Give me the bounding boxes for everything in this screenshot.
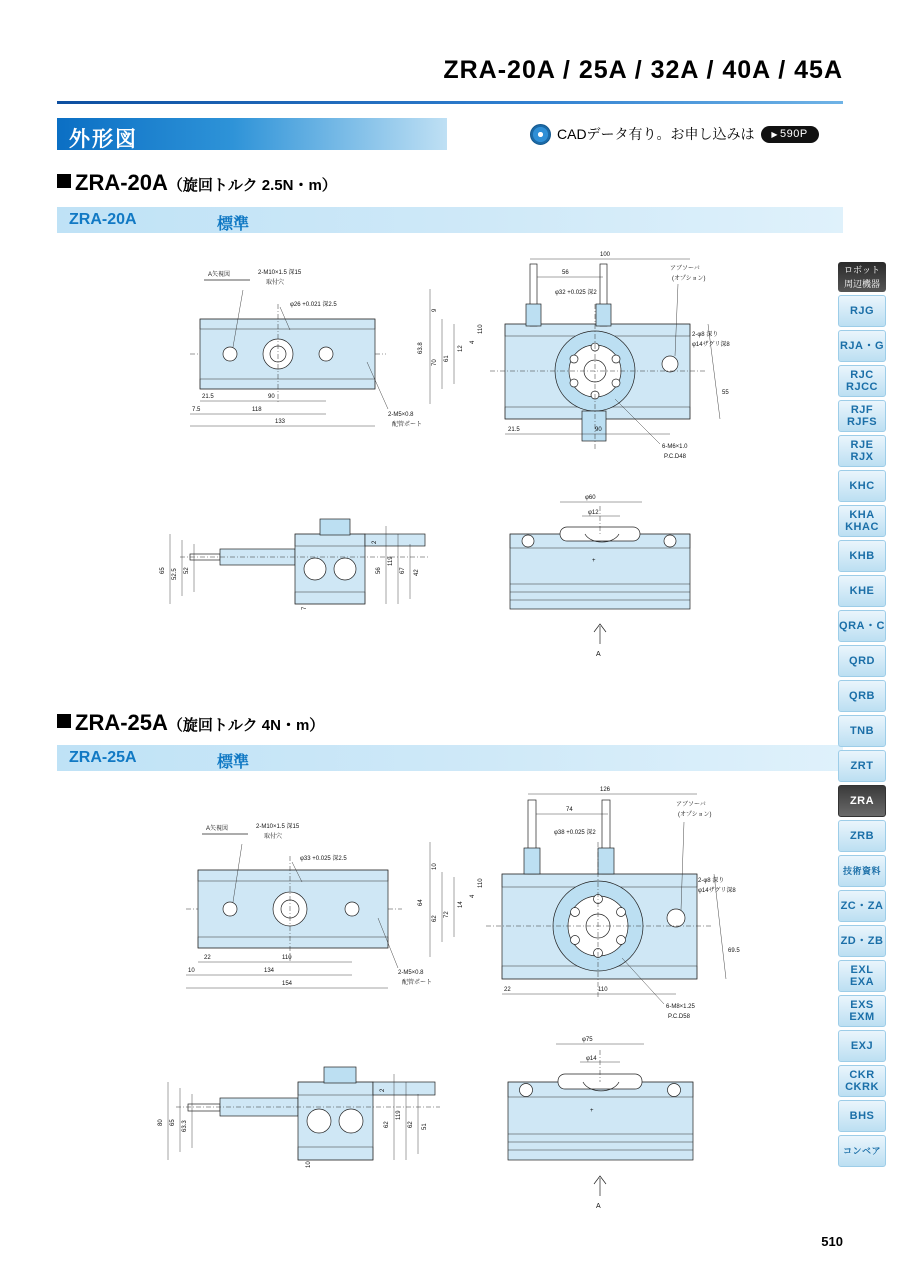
rail-item-qrb[interactable]: [838, 680, 886, 712]
model-name-zra25a: ZRA-25A: [75, 710, 168, 735]
dim-bl-119: 119: [388, 556, 394, 566]
label-pinholes-1: 2-φ8 深り: [692, 332, 719, 338]
dim-front-2b: 110: [282, 955, 292, 961]
rail-item-khb[interactable]: [838, 540, 886, 572]
label-view-arrow-1: A矢視図: [208, 272, 231, 278]
model-heading-zra20a: [57, 170, 337, 196]
label-bolts-pcd-2: P.C.D58: [668, 1014, 690, 1020]
section-tag-label: 外形図: [69, 128, 138, 151]
label-bolts-1: 6-M6×1.0: [662, 444, 688, 450]
label-port-sub-2: 配管ポート: [402, 980, 433, 986]
dim-front-2a: 22: [204, 955, 211, 961]
rail-label: ZRA: [849, 795, 875, 807]
dim-front-2e: 154: [282, 981, 293, 987]
page-title: ZRA-20A / 25A / 32A / 40A / 45A: [443, 56, 843, 84]
dim2-bl-2: 2: [380, 1088, 386, 1092]
subbar-zra20a: [57, 207, 843, 233]
rail-item-zra[interactable]: [838, 785, 886, 817]
label-bolts-2: 6-M8×1.25: [666, 1004, 695, 1010]
dim2-mid-7: 110: [478, 878, 484, 888]
dim2-bl-119: 119: [396, 1110, 402, 1120]
rail-label-1: RJF: [850, 404, 874, 416]
model-torque-zra20a: （旋回トルク 2.5N・m）: [167, 177, 337, 194]
dim-top-width2-2: 74: [566, 807, 573, 813]
rail-label-2: EXA: [849, 976, 875, 988]
label-tap-sub-2: 取付穴: [264, 834, 283, 840]
dim-front-1a: 21.5: [202, 394, 214, 400]
drawing-zra20a: [130, 244, 830, 664]
page-header: [0, 0, 900, 102]
rail-label-1: CKR: [849, 1069, 875, 1081]
subbar-standard-zra20a: 標準: [217, 216, 250, 233]
rail-item-qra-c[interactable]: [838, 610, 886, 642]
label-pinholes2-1: φ14ザグリ深8: [692, 342, 730, 348]
cad-note-text: CADデータ有り。お申し込みは: [557, 126, 755, 142]
dim-bottom-215-1: 21.5: [508, 427, 520, 433]
dim-bl-65: 65: [160, 567, 166, 574]
rail-item-exs-exm[interactable]: [838, 995, 886, 1027]
rail-item-ckr-ckrk[interactable]: [838, 1065, 886, 1097]
rail-item-exj[interactable]: [838, 1030, 886, 1062]
page-number: 510: [821, 1234, 843, 1249]
rail-label: TNB: [849, 725, 875, 737]
dim-bl-67: 67: [400, 567, 406, 574]
dim-top-width-2: 126: [600, 787, 611, 793]
label-port-1: 2-M5×0.8: [388, 412, 414, 418]
label-bore-top-1: φ32 +0.025 深2: [555, 290, 597, 296]
bullet-square-icon: [57, 174, 71, 188]
rail-label: RJG: [849, 305, 875, 317]
dim-front-2c: 10: [188, 968, 195, 974]
dim2-mid-6: 4: [470, 894, 476, 898]
rail-label-2: CKRK: [845, 1081, 879, 1093]
rail-label: EXJ: [850, 1040, 874, 1052]
svg-text:+: +: [592, 558, 596, 564]
dim-front-1b: 90: [268, 394, 275, 400]
dim-mid-4: 61: [444, 355, 450, 362]
label-bore-2: φ33 +0.025 深2.5: [300, 856, 347, 862]
rail-label: ZC・ZA: [840, 900, 884, 912]
dim-bl-7: 7: [302, 606, 308, 610]
label-bolts-pcd-1: P.C.D48: [664, 454, 686, 460]
cad-data-note: [530, 122, 819, 146]
section-tag: [57, 118, 447, 150]
rail-label: コンベア: [842, 1146, 881, 1156]
label-pinholes2-2: φ14ザグリ深8: [698, 888, 736, 894]
dim-bottom-90-1: 90: [595, 427, 602, 433]
rail-label-1: RJE: [850, 439, 874, 451]
rail-label-1: RJC: [850, 369, 874, 381]
dim-bl-56: 56: [376, 567, 382, 574]
rail-label: ZRB: [849, 830, 875, 842]
dim-bl-42: 42: [414, 569, 420, 576]
rail-label: RJA・G: [839, 340, 885, 352]
bullet-square-icon-2: [57, 714, 71, 728]
subbar-name-zra20a: ZRA-20A: [69, 211, 137, 228]
dim-side-695-2: 69.5: [728, 948, 740, 954]
cd-disc-icon: [530, 124, 551, 145]
dim-front-1c: 7.5: [192, 407, 201, 413]
rail-item-kha-khac[interactable]: [838, 505, 886, 537]
cad-page-reference[interactable]: [761, 126, 819, 143]
dim2-mid-1: 64: [418, 899, 424, 906]
drawing-zra25a: [130, 782, 830, 1212]
dim-back-75-2: φ75: [582, 1037, 593, 1043]
rail-label-2: EXM: [849, 1011, 875, 1023]
rail-item-zrb[interactable]: [838, 820, 886, 852]
rail-label: KHC: [849, 480, 875, 492]
label-tap-2: 2-M10×1.5 深15: [256, 824, 300, 830]
dim-bl-525: 52.5: [172, 568, 178, 580]
svg-text:+: +: [590, 1108, 594, 1114]
rail-item-bhs[interactable]: [838, 1100, 886, 1132]
label-absorber-sub-2: (オプション): [678, 812, 712, 818]
rail-label-2: RJX: [850, 451, 874, 463]
label-tap-sub-1: 取付穴: [266, 280, 285, 286]
rail-item-zc-za[interactable]: [838, 890, 886, 922]
rail-item-qrd[interactable]: [838, 645, 886, 677]
rail-label: ZRT: [850, 760, 874, 772]
rail-label: 技術資料: [842, 866, 881, 876]
rail-item-exl-exa[interactable]: [838, 960, 886, 992]
dim2-mid-5: 14: [458, 901, 464, 908]
label-absorber-1: アブソーバ: [670, 266, 700, 272]
rail-item-zd-zb[interactable]: [838, 925, 886, 957]
rail-item-tnb[interactable]: [838, 715, 886, 747]
dim-top-width-1: 100: [600, 252, 611, 258]
rail-item-khe[interactable]: [838, 575, 886, 607]
cad-page-ref-label: 590P: [780, 128, 808, 140]
label-bore-1: φ26 +0.021 深2.5: [290, 302, 337, 308]
rail-header: [838, 262, 886, 292]
rail-label: BHS: [849, 1110, 875, 1122]
rail-item-conveyor[interactable]: [838, 1135, 886, 1167]
rail-item-technical-data[interactable]: [838, 855, 886, 887]
label-pinholes-2: 2-φ8 深り: [698, 878, 725, 884]
label-bore-top-2: φ38 +0.025 深2: [554, 830, 596, 836]
subbar-zra25a: [57, 745, 843, 771]
rail-label: KHB: [849, 550, 875, 562]
rail-item-rjg[interactable]: [838, 295, 886, 327]
dim2-bl-62: 62: [384, 1121, 390, 1128]
arrow-letter-2: A: [596, 1203, 601, 1210]
rail-label-1: EXS: [850, 999, 874, 1011]
dim-bl-2: 2: [372, 540, 378, 544]
rail-header-line2: 周辺機器: [843, 279, 880, 289]
rail-label: QRD: [849, 655, 875, 667]
rail-item-rjc-rjcc[interactable]: [838, 365, 886, 397]
arrow-letter-1: A: [596, 651, 601, 658]
dim-mid-2: 9: [432, 308, 438, 312]
label-absorber-2: アブソーバ: [676, 802, 706, 808]
dim-front-1e: 133: [275, 419, 286, 425]
rail-item-zrt[interactable]: [838, 750, 886, 782]
dim2-bl-10: 10: [306, 1161, 312, 1168]
rail-label: ZD・ZB: [840, 935, 884, 947]
dim2-mid-3: 62: [432, 915, 438, 922]
rail-label-1: EXL: [850, 964, 874, 976]
dim2-bl-51b: 62: [408, 1121, 414, 1128]
model-torque-zra25a: （旋回トルク 4N・m）: [167, 717, 325, 734]
dim-back-14-2: φ14: [586, 1056, 597, 1062]
rail-header-line1: ロボット: [843, 265, 880, 275]
triangle-right-icon: ▶: [771, 129, 779, 139]
rail-label-2: KHAC: [845, 521, 879, 533]
dim2-bl-80: 80: [158, 1119, 164, 1126]
dim-front-1d: 118: [252, 407, 262, 413]
dim-side-55-1: 55: [722, 390, 729, 396]
rail-label-2: RJFS: [846, 416, 878, 428]
dim-bottom-22-2: 22: [504, 987, 511, 993]
side-index-rail: [838, 262, 886, 1167]
dim2-mid-2: 10: [432, 863, 438, 870]
rail-label-2: RJCC: [846, 381, 878, 393]
label-port-2: 2-M5×0.8: [398, 970, 424, 976]
dim-mid-3: 70: [432, 359, 438, 366]
rail-item-rje-rjx[interactable]: [838, 435, 886, 467]
rail-label: QRA・C: [839, 620, 885, 632]
dim2-bl-51: 51: [422, 1123, 428, 1130]
dim-front-2d: 134: [264, 968, 275, 974]
label-tap-1: 2-M10×1.5 深15: [258, 270, 302, 276]
rail-label-1: KHA: [849, 509, 875, 521]
dim-mid-6: 4: [470, 340, 476, 344]
rail-item-khc[interactable]: [838, 470, 886, 502]
dim-bl-52: 52: [184, 567, 190, 574]
subbar-name-zra25a: ZRA-25A: [69, 749, 137, 766]
subbar-standard-zra25a: 標準: [217, 754, 250, 771]
label-absorber-sub-1: (オプション): [672, 276, 706, 282]
dim-top-width2-1: 56: [562, 270, 569, 276]
model-name-zra20a: ZRA-20A: [75, 170, 168, 195]
dim2-mid-4: 72: [444, 911, 450, 918]
header-rule: [57, 101, 843, 104]
label-view-arrow-2: A矢視図: [206, 826, 229, 832]
dim-back-60-1: φ60: [585, 495, 596, 501]
label-port-sub-1: 配管ポート: [392, 422, 423, 428]
dim-mid-7: 110: [478, 324, 484, 334]
rail-label: QRB: [849, 690, 875, 702]
rail-item-rja-g[interactable]: [838, 330, 886, 362]
dim2-bl-633: 63.3: [182, 1120, 188, 1132]
dim-mid-5: 12: [458, 345, 464, 352]
dim-back-12-1: φ12: [588, 510, 599, 516]
dim-mid-1: 63.8: [418, 342, 424, 354]
dim-bottom-110-2: 110: [598, 987, 608, 993]
rail-item-rjf-rjfs[interactable]: [838, 400, 886, 432]
rail-label: KHE: [849, 585, 875, 597]
model-heading-zra25a: [57, 710, 324, 736]
dim2-bl-65: 65: [170, 1119, 176, 1126]
